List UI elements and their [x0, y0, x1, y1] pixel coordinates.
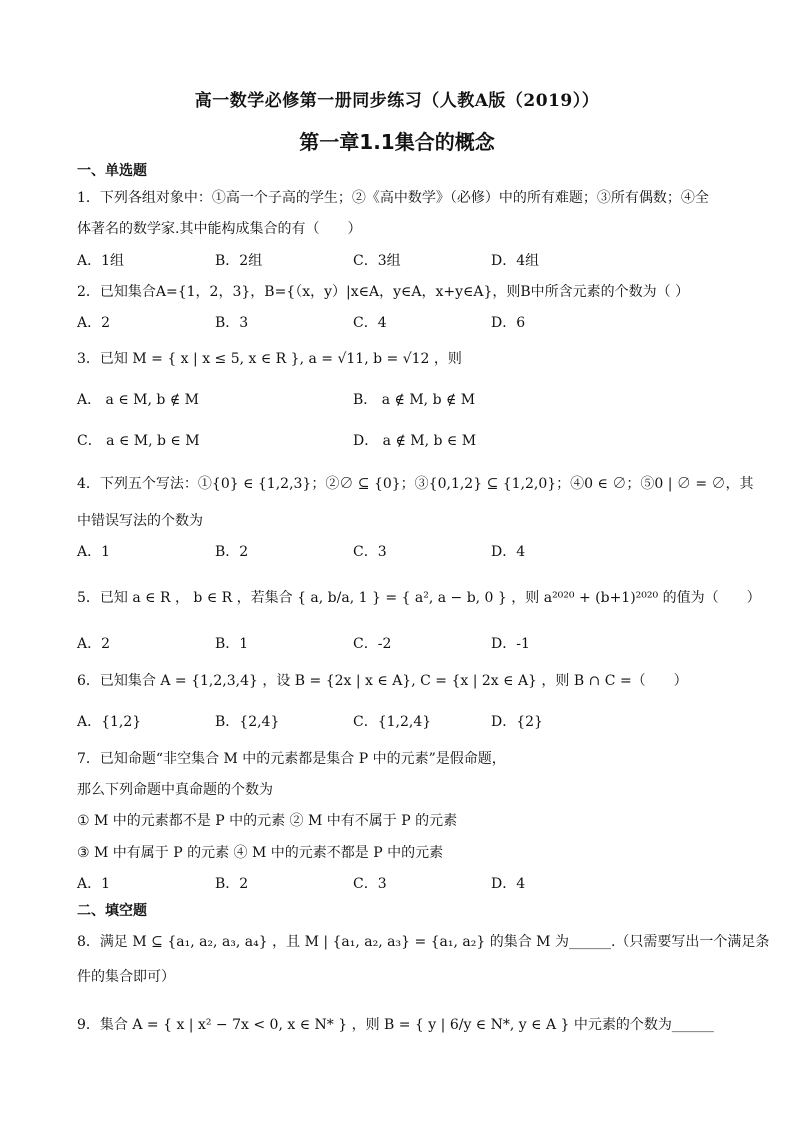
option-d: D．4: [491, 544, 526, 560]
section-heading-fill-in: 二、填空题: [77, 903, 147, 919]
question-4-line-2: 中错误写法的个数为: [77, 513, 203, 529]
question-3-line-1: 3．已知 M = { x | x ≤ 5, x ∈ R }, a = √11, b = √12 ，则: [77, 351, 462, 367]
option-a: A． a ∈ M, b ∉ M: [77, 392, 199, 408]
question-7-line-1: 7．已知命题“非空集合 M 中的元素都是集合 P 中的元素”是假命题，: [77, 751, 506, 767]
document-title: 高一数学必修第一册同步练习（人教A版（2019））: [194, 91, 600, 111]
option-b: B．1: [215, 636, 249, 652]
question-7-line-3: ① M 中的元素都不是 P 中的元素 ② M 中有不属于 P 的元素: [77, 813, 458, 829]
question-8-line-1: 8．满足 M ⊆ {a₁, a₂, a₃, a₄} ，且 M | {a₁, a₂, a₃} = {a₁, a₂} 的集合 M 为______.（只需要写出一个满足条: [77, 934, 770, 950]
option-b: B． a ∉ M, b ∉ M: [353, 392, 476, 408]
question-7-options: [77, 873, 737, 893]
question-5-options: [77, 633, 737, 653]
question-9-line-1: 9．集合 A = { x | x² − 7x < 0, x ∈ N* } ，则 B = { y | 6/y ∈ N*, y ∈ A } 中元素的个数为______: [77, 1017, 714, 1033]
chapter-title: 第一章1.1集合的概念: [299, 130, 495, 154]
option-d: D．4: [491, 876, 526, 892]
option-c: C．{1,2,4}: [353, 714, 432, 730]
option-a: A．2: [77, 636, 111, 652]
option-d: D．4组: [491, 253, 540, 269]
option-a: A．{1,2}: [77, 714, 142, 730]
option-c: C．4: [353, 315, 387, 331]
option-b: B．3: [215, 315, 249, 331]
question-1-options: [77, 250, 737, 270]
option-d: D．6: [491, 315, 526, 331]
option-a: A．1: [77, 876, 111, 892]
question-7-line-2: 那么下列命题中真命题的个数为: [77, 782, 273, 798]
question-2-options: [77, 312, 737, 332]
question-1-line-2: 体著名的数学家.其中能构成集合的有（ ）: [77, 221, 362, 237]
option-b: B．{2,4}: [215, 714, 280, 730]
option-c: C．-2: [353, 636, 392, 652]
question-1-line-1: 1．下列各组对象中：①高一个子高的学生；②《高中数学》（必修）中的所有难题；③所有偶数；④全: [77, 190, 709, 206]
question-8-line-2: 件的集合即可）: [77, 969, 175, 985]
question-4-options: [77, 541, 737, 561]
question-5-line-1: 5．已知 a ∈ R ， b ∈ R ，若集合 { a, b/a, 1 } = { a², a − b, 0 } ，则 a²⁰²⁰ + (b+1)²⁰²⁰ 的值为（ ）: [77, 590, 761, 606]
question-6-options: [77, 711, 737, 731]
question-7-line-4: ③ M 中有属于 P 的元素 ④ M 中的元素不都是 P 中的元素: [77, 845, 444, 861]
section-heading-single-choice: 一、单选题: [77, 163, 147, 179]
option-a: A．1组: [77, 253, 125, 269]
option-c: C． a ∈ M, b ∈ M: [77, 433, 200, 449]
option-b: B．2: [215, 544, 249, 560]
option-c: C．3: [353, 876, 387, 892]
question-3-options-row-1: [77, 389, 737, 409]
question-6-line-1: 6．已知集合 A = {1,2,3,4} ，设 B = {2x | x ∈ A}, C = {x | 2x ∈ A} ，则 B ∩ C =（ ）: [77, 673, 688, 689]
question-2-line-1: 2．已知集合A={1，2，3}，B={（x，y）|x∈A，y∈A，x+y∈A}，则B中所含元素的个数为（ ）: [77, 284, 690, 300]
option-d: D．-1: [491, 636, 530, 652]
question-3-options-row-2: [77, 430, 737, 450]
option-b: B．2组: [215, 253, 263, 269]
option-b: B．2: [215, 876, 249, 892]
option-a: A．2: [77, 315, 111, 331]
option-a: A．1: [77, 544, 111, 560]
option-d: D． a ∉ M, b ∈ M: [353, 433, 477, 449]
option-d: D．{2}: [491, 714, 543, 730]
option-c: C．3组: [353, 253, 401, 269]
option-c: C．3: [353, 544, 387, 560]
question-4-line-1: 4．下列五个写法：①{0} ∈ {1,2,3}；②∅ ⊆ {0}；③{0,1,2} ⊆ {1,2,0}；④0 ∈ ∅；⑤0 | ∅ = ∅，其: [77, 476, 754, 492]
